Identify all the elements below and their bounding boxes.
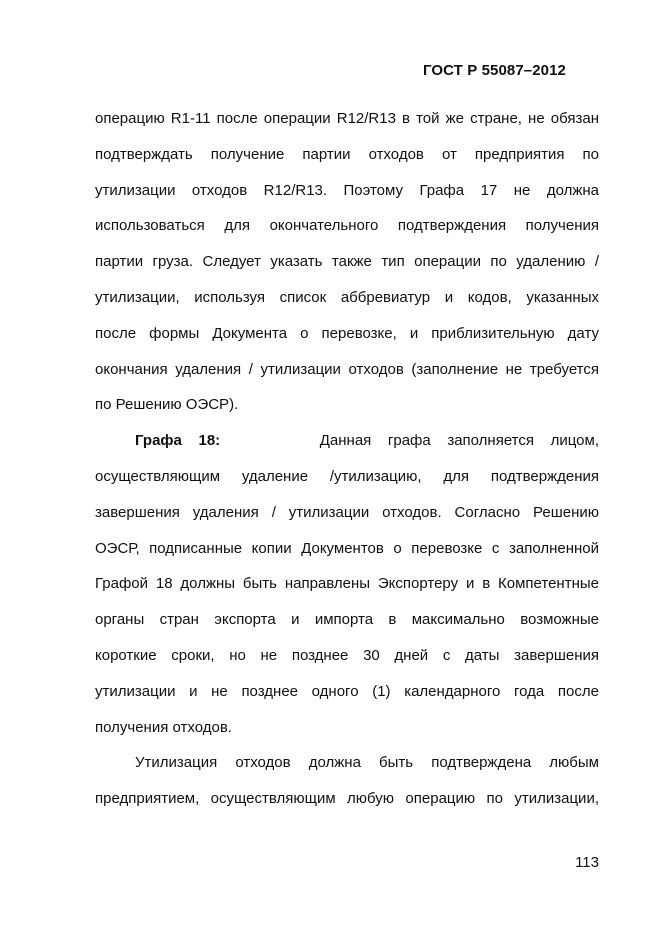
document-standard-header: ГОСТ Р 55087–2012 — [422, 62, 566, 79]
text-line: получения отходов. — [95, 718, 232, 736]
text-line: подтверждать получение партии отходов от предприятия по — [95, 145, 599, 163]
text-line: партии груза. Следует указать также тип операции по удалению / — [95, 253, 599, 271]
text-line: утилизации отходов R12/R13. Поэтому Графа 17 не должна — [95, 181, 599, 199]
field-label: Графа 18: — [135, 432, 221, 450]
document-body — [95, 101, 599, 817]
text-line: Утилизация отходов должна быть подтверждена любым — [135, 754, 599, 772]
paragraph-1 — [95, 101, 599, 423]
paragraph-3 — [95, 745, 599, 817]
text-line — [95, 423, 599, 459]
text-line: короткие сроки, но не позднее 30 дней с даты завершения — [95, 646, 599, 664]
text-line: ОЭСР, подписанные копии Документов о перевозке с заполненной — [95, 539, 599, 557]
field-label-continuation: Данная графа заполняется лицом, — [319, 432, 599, 450]
text-line: Графой 18 должны быть направлены Экспортеру и в Компетентные — [95, 575, 599, 593]
text-line: операцию R1-11 после операции R12/R13 в той же стране, не обязан — [95, 110, 599, 127]
paragraph-2 — [95, 423, 599, 745]
text-line: после формы Документа о перевозке, и приблизительную дату — [95, 324, 599, 342]
text-line: осуществляющим удаление /утилизацию, для подтверждения — [95, 467, 599, 485]
page-number: 113 — [575, 854, 599, 871]
text-line: органы стран экспорта и импорта в максимально возможные — [95, 611, 599, 629]
text-line: предприятием, осуществляющим любую операцию по утилизации, — [95, 790, 599, 808]
text-line: по Решению ОЭСР). — [95, 396, 239, 414]
text-line: завершения удаления / утилизации отходов. Согласно Решению — [95, 503, 599, 521]
text-line: использоваться для окончательного подтверждения получения — [95, 217, 599, 235]
text-line: утилизации и не позднее одного (1) календарного года после — [95, 682, 599, 700]
text-line: утилизации, используя список аббревиатур и кодов, указанных — [95, 288, 599, 306]
text-line: окончания удаления / утилизации отходов (заполнение не требуется — [95, 360, 599, 378]
